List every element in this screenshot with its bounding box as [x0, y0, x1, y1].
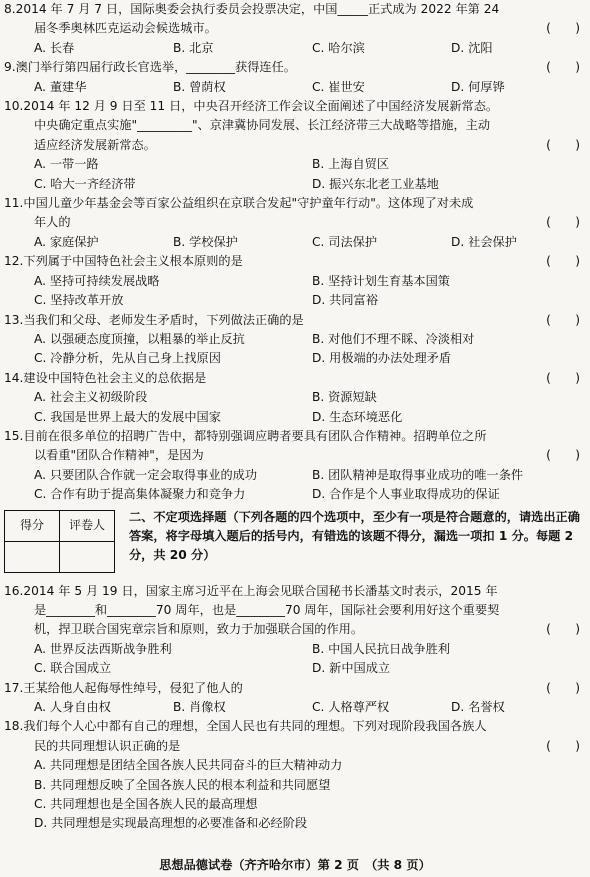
question-number: 12. — [4, 254, 24, 269]
option: C. 合作有助于提高集体凝聚力和竞争力 — [34, 487, 246, 502]
answer-bracket[interactable]: ( ) — [546, 254, 580, 269]
option: C. 联合国成立 — [34, 661, 112, 676]
answer-bracket[interactable]: ( ) — [546, 215, 580, 230]
grader-label: 评卷人 — [60, 510, 115, 541]
question-stem-line — [0, 0, 590, 19]
answer-bracket[interactable]: ( ) — [546, 448, 580, 463]
question-stem-line — [0, 369, 590, 388]
question — [0, 194, 590, 252]
question-stem-line — [0, 446, 590, 465]
question-text: 下列属于中国特色社会主义根本原则的是 — [23, 254, 243, 269]
question-text: 适应经济发展新常态。 — [34, 137, 156, 152]
option: C. 共同理想也是全国各族人民的最高理想 — [34, 797, 258, 812]
question-number: 13. — [4, 312, 24, 327]
option: C. 冷静分析，先从自己身上找原因 — [34, 351, 221, 366]
option: A. 世界反法西斯战争胜利 — [34, 641, 172, 656]
options — [0, 39, 590, 58]
option: A. 坚持可持续发展战略 — [34, 273, 160, 288]
options — [0, 698, 590, 717]
question — [0, 252, 590, 310]
score-label: 得分 — [5, 510, 60, 541]
grader-cell[interactable] — [60, 541, 115, 572]
option: B. 肖像权 — [173, 700, 226, 714]
question-text: 2014 年 7 月 7 日，国际奥委会执行委员会投票决定，中国_____正式成为 2022 年第 24 — [15, 2, 500, 16]
grader-table — [4, 510, 115, 573]
question-stem-line — [0, 679, 590, 698]
question-text: 建设中国特色社会主义的总依据是 — [23, 370, 207, 385]
question-stem-line — [0, 19, 590, 38]
question — [0, 427, 590, 505]
options — [0, 388, 590, 427]
option: D. 名誉权 — [451, 700, 505, 714]
option: A. 家庭保护 — [34, 234, 99, 249]
answer-bracket[interactable]: ( ) — [546, 312, 580, 327]
options — [0, 640, 590, 679]
question — [0, 582, 590, 679]
question — [0, 311, 590, 369]
section-2-instructions: 二、不定项选择题（下列各题的四个选项中，至少有一项是符合题意的，请选出正确答案，将字母填入题后的括号内，有错选的该题不得分，漏选一项扣 1 分。每题 2 分，共 20 分） — [129, 509, 580, 562]
option: D. 用极端的办法处理矛盾 — [312, 351, 452, 366]
option: A. 以强硬态度顶撞，以粗暴的举止反抗 — [34, 331, 245, 346]
question-text: 2014 年 5 月 19 日，国家主席习近平在上海会见联合国秘书长潘基文时表示，2015 年 — [23, 583, 498, 598]
question-number: 11. — [4, 196, 24, 211]
page-footer: 思想品德试卷（齐齐哈尔市）第 2 页 （共 8 页） — [159, 857, 431, 872]
option: B. 学校保护 — [173, 234, 238, 249]
option: D. 沈阳 — [451, 40, 493, 55]
question-text: 中国儿童少年基金会等百家公益组织在京联合发起"守护童年行动"。这体现了对未成 — [23, 196, 474, 211]
option: D. 合作是个人事业取得成功的保证 — [312, 487, 500, 502]
question-stem-line — [0, 737, 590, 756]
option: C. 我国是世界上最大的发展中国家 — [34, 409, 221, 424]
option: A. 社会主义初级阶段 — [34, 390, 148, 405]
option: D. 何厚铧 — [451, 79, 505, 94]
option: D. 新中国成立 — [312, 661, 391, 676]
question-number: 8. — [4, 2, 16, 16]
answer-bracket[interactable]: ( ) — [546, 21, 580, 36]
option: A. 人身自由权 — [34, 700, 111, 714]
option: B. 上海自贸区 — [312, 157, 390, 172]
question-stem-line — [0, 213, 590, 232]
options — [0, 233, 590, 252]
option: C. 哈大一齐经济带 — [34, 176, 136, 191]
question-text: 中央确定重点实施"_________"、京津冀协同发展、长江经济带三大战略等措施，主动 — [34, 118, 491, 133]
option: B. 共同理想反映了全国各族人民的根本利益和共同愿望 — [34, 777, 331, 792]
option: D. 共同富裕 — [312, 293, 378, 308]
question-stem-line — [0, 427, 590, 446]
question-number: 10. — [4, 99, 24, 114]
question-stem-line — [0, 116, 590, 135]
questions-part2 — [0, 582, 590, 834]
options — [0, 272, 590, 311]
option: C. 坚持改革开放 — [34, 293, 124, 308]
question-stem-line — [0, 601, 590, 620]
question-text: 届冬季奥林匹克运动会候选城市。 — [34, 21, 217, 36]
answer-bracket[interactable]: ( ) — [546, 370, 580, 385]
question-stem-line — [0, 311, 590, 330]
option: B. 曾荫权 — [173, 79, 226, 94]
option: C. 人格尊严权 — [312, 700, 390, 714]
option: A. 共同理想是团结全国各族人民共同奋斗的巨大精神动力 — [34, 758, 343, 773]
answer-bracket[interactable]: ( ) — [546, 60, 580, 75]
question — [0, 679, 590, 718]
question — [0, 58, 590, 97]
question — [0, 717, 590, 833]
option: B. 资源短缺 — [312, 390, 377, 405]
question — [0, 97, 590, 194]
question-number: 14. — [4, 370, 24, 385]
question-stem-line — [0, 136, 590, 155]
options — [0, 78, 590, 97]
question-text: 2014 年 12 月 9 日至 11 日，中央召开经济工作会议全面阐述了中国经济发展新常态。 — [23, 99, 499, 114]
question-text: 澳门举行第四届行政长官选举，________获得连任。 — [15, 60, 296, 75]
answer-bracket[interactable]: ( ) — [546, 738, 580, 753]
options — [0, 155, 590, 194]
question-text: 以看重"团队合作精神"，是因为 — [34, 448, 204, 463]
question-stem-line — [0, 97, 590, 116]
option: C. 哈尔滨 — [312, 40, 365, 55]
option: C. 司法保护 — [312, 234, 378, 249]
option: D. 共同理想是实现最高理想的必要准备和必经阶段 — [34, 816, 308, 831]
option: B. 团队精神是取得事业成功的唯一条件 — [312, 467, 524, 482]
option: B. 对他们不理不睬、冷淡相对 — [312, 331, 475, 346]
question-text: 是________和________70 周年，也是________70 周年，国际社会要利用好这个重要契 — [34, 602, 500, 617]
question-text: 我们每个人心中都有自己的理想，全国人民也有共同的理想。下列对现阶段我国各族人 — [23, 719, 487, 734]
section-2-header — [0, 508, 590, 578]
answer-bracket[interactable]: ( ) — [546, 137, 580, 152]
option: D. 振兴东北老工业基地 — [312, 176, 439, 191]
option: B. 北京 — [173, 40, 214, 55]
question-number: 17. — [4, 680, 24, 695]
question-text: 民的共同理想认识正确的是 — [34, 738, 181, 753]
question-text: 目前在很多单位的招聘广告中，都特别强调应聘者要具有团队合作精神。招聘单位之所 — [23, 428, 487, 443]
question — [0, 369, 590, 427]
option: A. 长春 — [34, 40, 75, 55]
question-stem-line — [0, 620, 590, 639]
question-stem-line — [0, 194, 590, 213]
score-cell[interactable] — [5, 541, 60, 572]
options — [0, 466, 590, 505]
question-stem-line — [0, 252, 590, 271]
question-stem-line — [0, 58, 590, 77]
option: A. 董建华 — [34, 79, 87, 94]
question-number: 18. — [4, 719, 24, 734]
question-stem-line — [0, 717, 590, 736]
option: A. 只要团队合作就一定会取得事业的成功 — [34, 467, 258, 482]
question-stem-line — [0, 582, 590, 601]
option: A. 一带一路 — [34, 157, 99, 172]
option: B. 中国人民抗日战争胜利 — [312, 641, 450, 656]
question-text: 机，捍卫联合国宪章宗旨和原则，致力于加强联合国的作用。 — [34, 622, 364, 637]
option: D. 社会保护 — [451, 234, 517, 249]
answer-bracket[interactable]: ( ) — [546, 680, 580, 695]
answer-bracket[interactable]: ( ) — [546, 622, 580, 637]
option: D. 生态环境恶化 — [312, 409, 403, 424]
question-number: 9. — [4, 60, 16, 75]
question-text: 王某给他人起侮辱性绰号，侵犯了他人的 — [23, 680, 243, 695]
option: C. 崔世安 — [312, 79, 365, 94]
options — [0, 330, 590, 369]
question-number: 15. — [4, 428, 24, 443]
question-number: 16. — [4, 583, 24, 598]
question-text: 当我们和父母、老师发生矛盾时，下列做法正确的是 — [23, 312, 304, 327]
option: B. 坚持计划生育基本国策 — [312, 273, 450, 288]
question-text: 年人的 — [34, 215, 71, 230]
options — [0, 756, 590, 834]
question — [0, 0, 590, 58]
